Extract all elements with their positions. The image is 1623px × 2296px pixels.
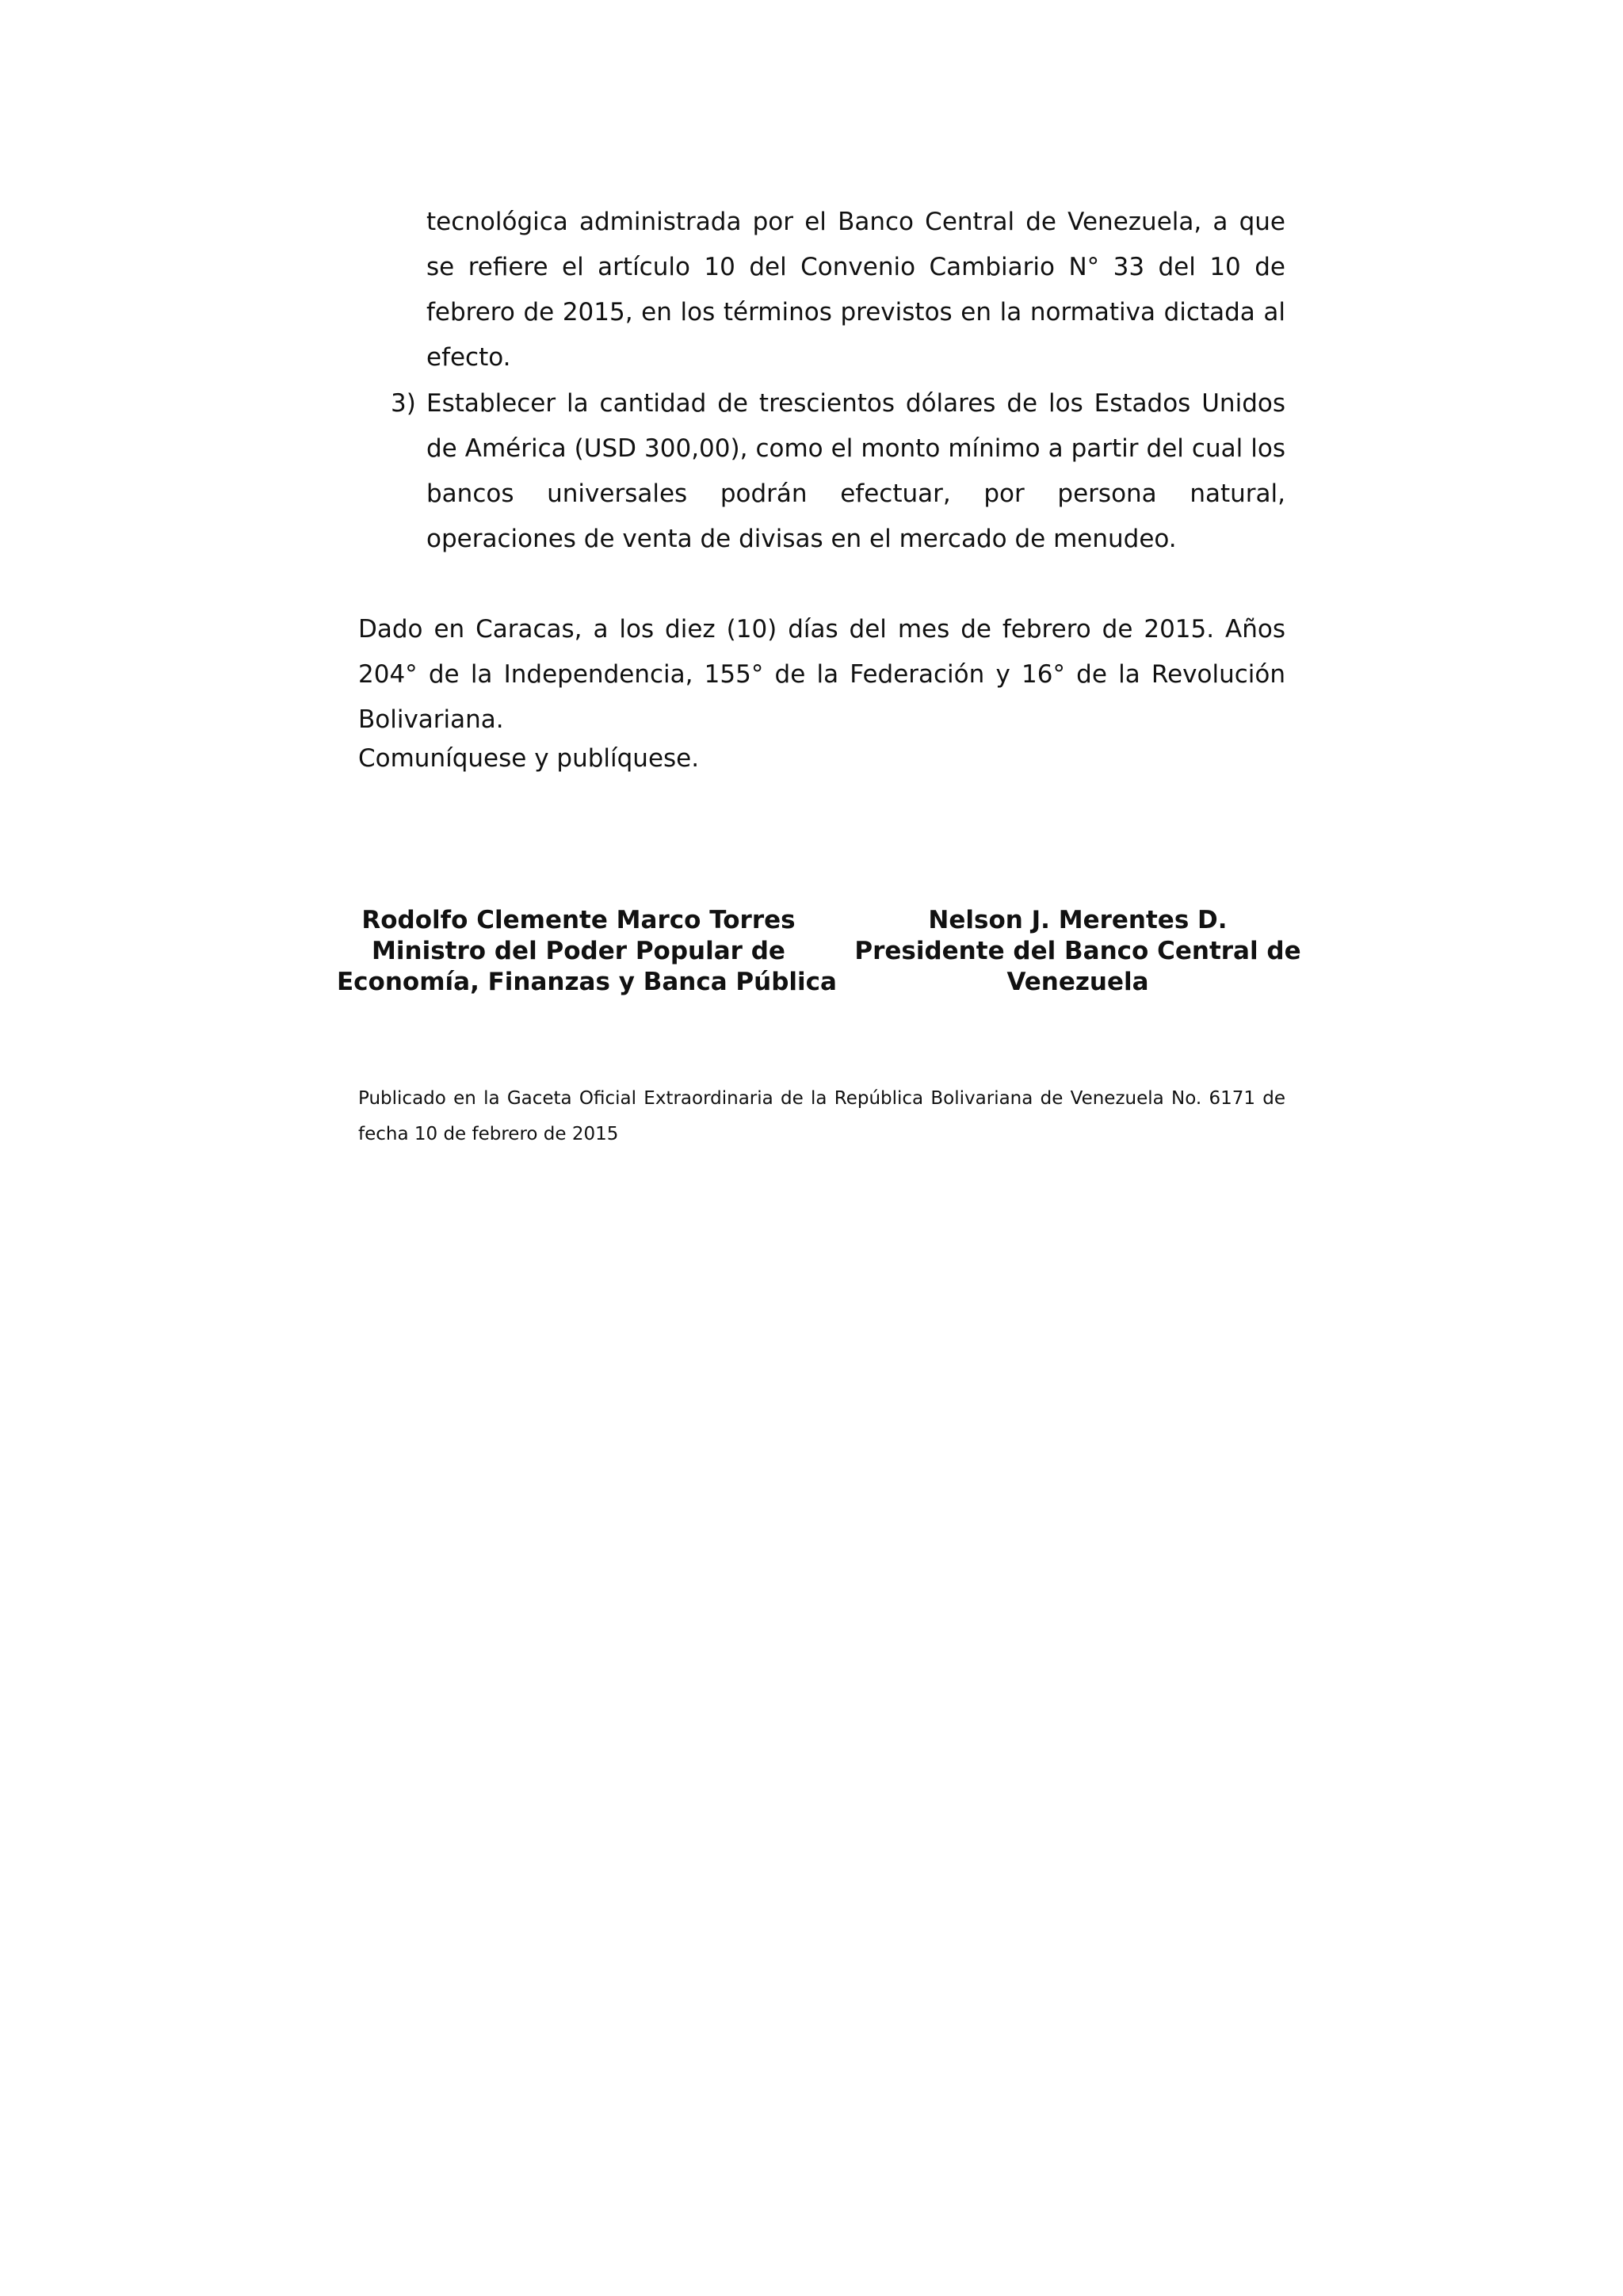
dado-paragraph: Dado en Caracas, a los diez (10) días del mes de febrero de 2015. Años 204° de la Independencia, 155° de la Federación y 16° de la Revolución Bolivariana. <box>358 615 1285 734</box>
signatory-title-line: Presidente del Banco Central de <box>854 937 1301 965</box>
continuation-paragraph: tecnológica administrada por el Banco Central de Venezuela, a que se refiere el artículo 10 del Convenio Cambiario N° 33 del 10 de febrero de 2015, en los términos previstos en la normativa dictada al efecto. <box>426 208 1285 372</box>
list-item-number: 3) <box>391 389 416 418</box>
signature-block-minister <box>337 905 837 998</box>
publication-footnote: Publicado en la Gaceta Oficial Extraordinaria de la República Bolivariana de Venezuela No. 6171 de fecha 10 de febrero de 2015 <box>358 1088 1285 1144</box>
signatory-title-line: Venezuela <box>1006 968 1149 996</box>
signatory-name: Nelson J. Merentes D. <box>928 906 1228 934</box>
signatory-title-line: Economía, Finanzas y Banca Pública <box>337 968 837 996</box>
signature-block-president <box>828 905 1327 998</box>
list-item-text: Establecer la cantidad de trescientos dólares de los Estados Unidos de América (USD 300,00), como el monto mínimo a partir del cual los bancos universales podrán efectuar, por persona natural, operaciones de venta de divisas en el mercado de menudeo. <box>426 389 1285 553</box>
comuniquese-line: Comuníquese y publíquese. <box>358 744 700 773</box>
list-item-3 <box>391 381 1285 562</box>
signatory-title-line: Ministro del Poder Popular de <box>372 937 785 965</box>
signatory-name: Rodolfo Clemente Marco Torres <box>361 906 796 934</box>
